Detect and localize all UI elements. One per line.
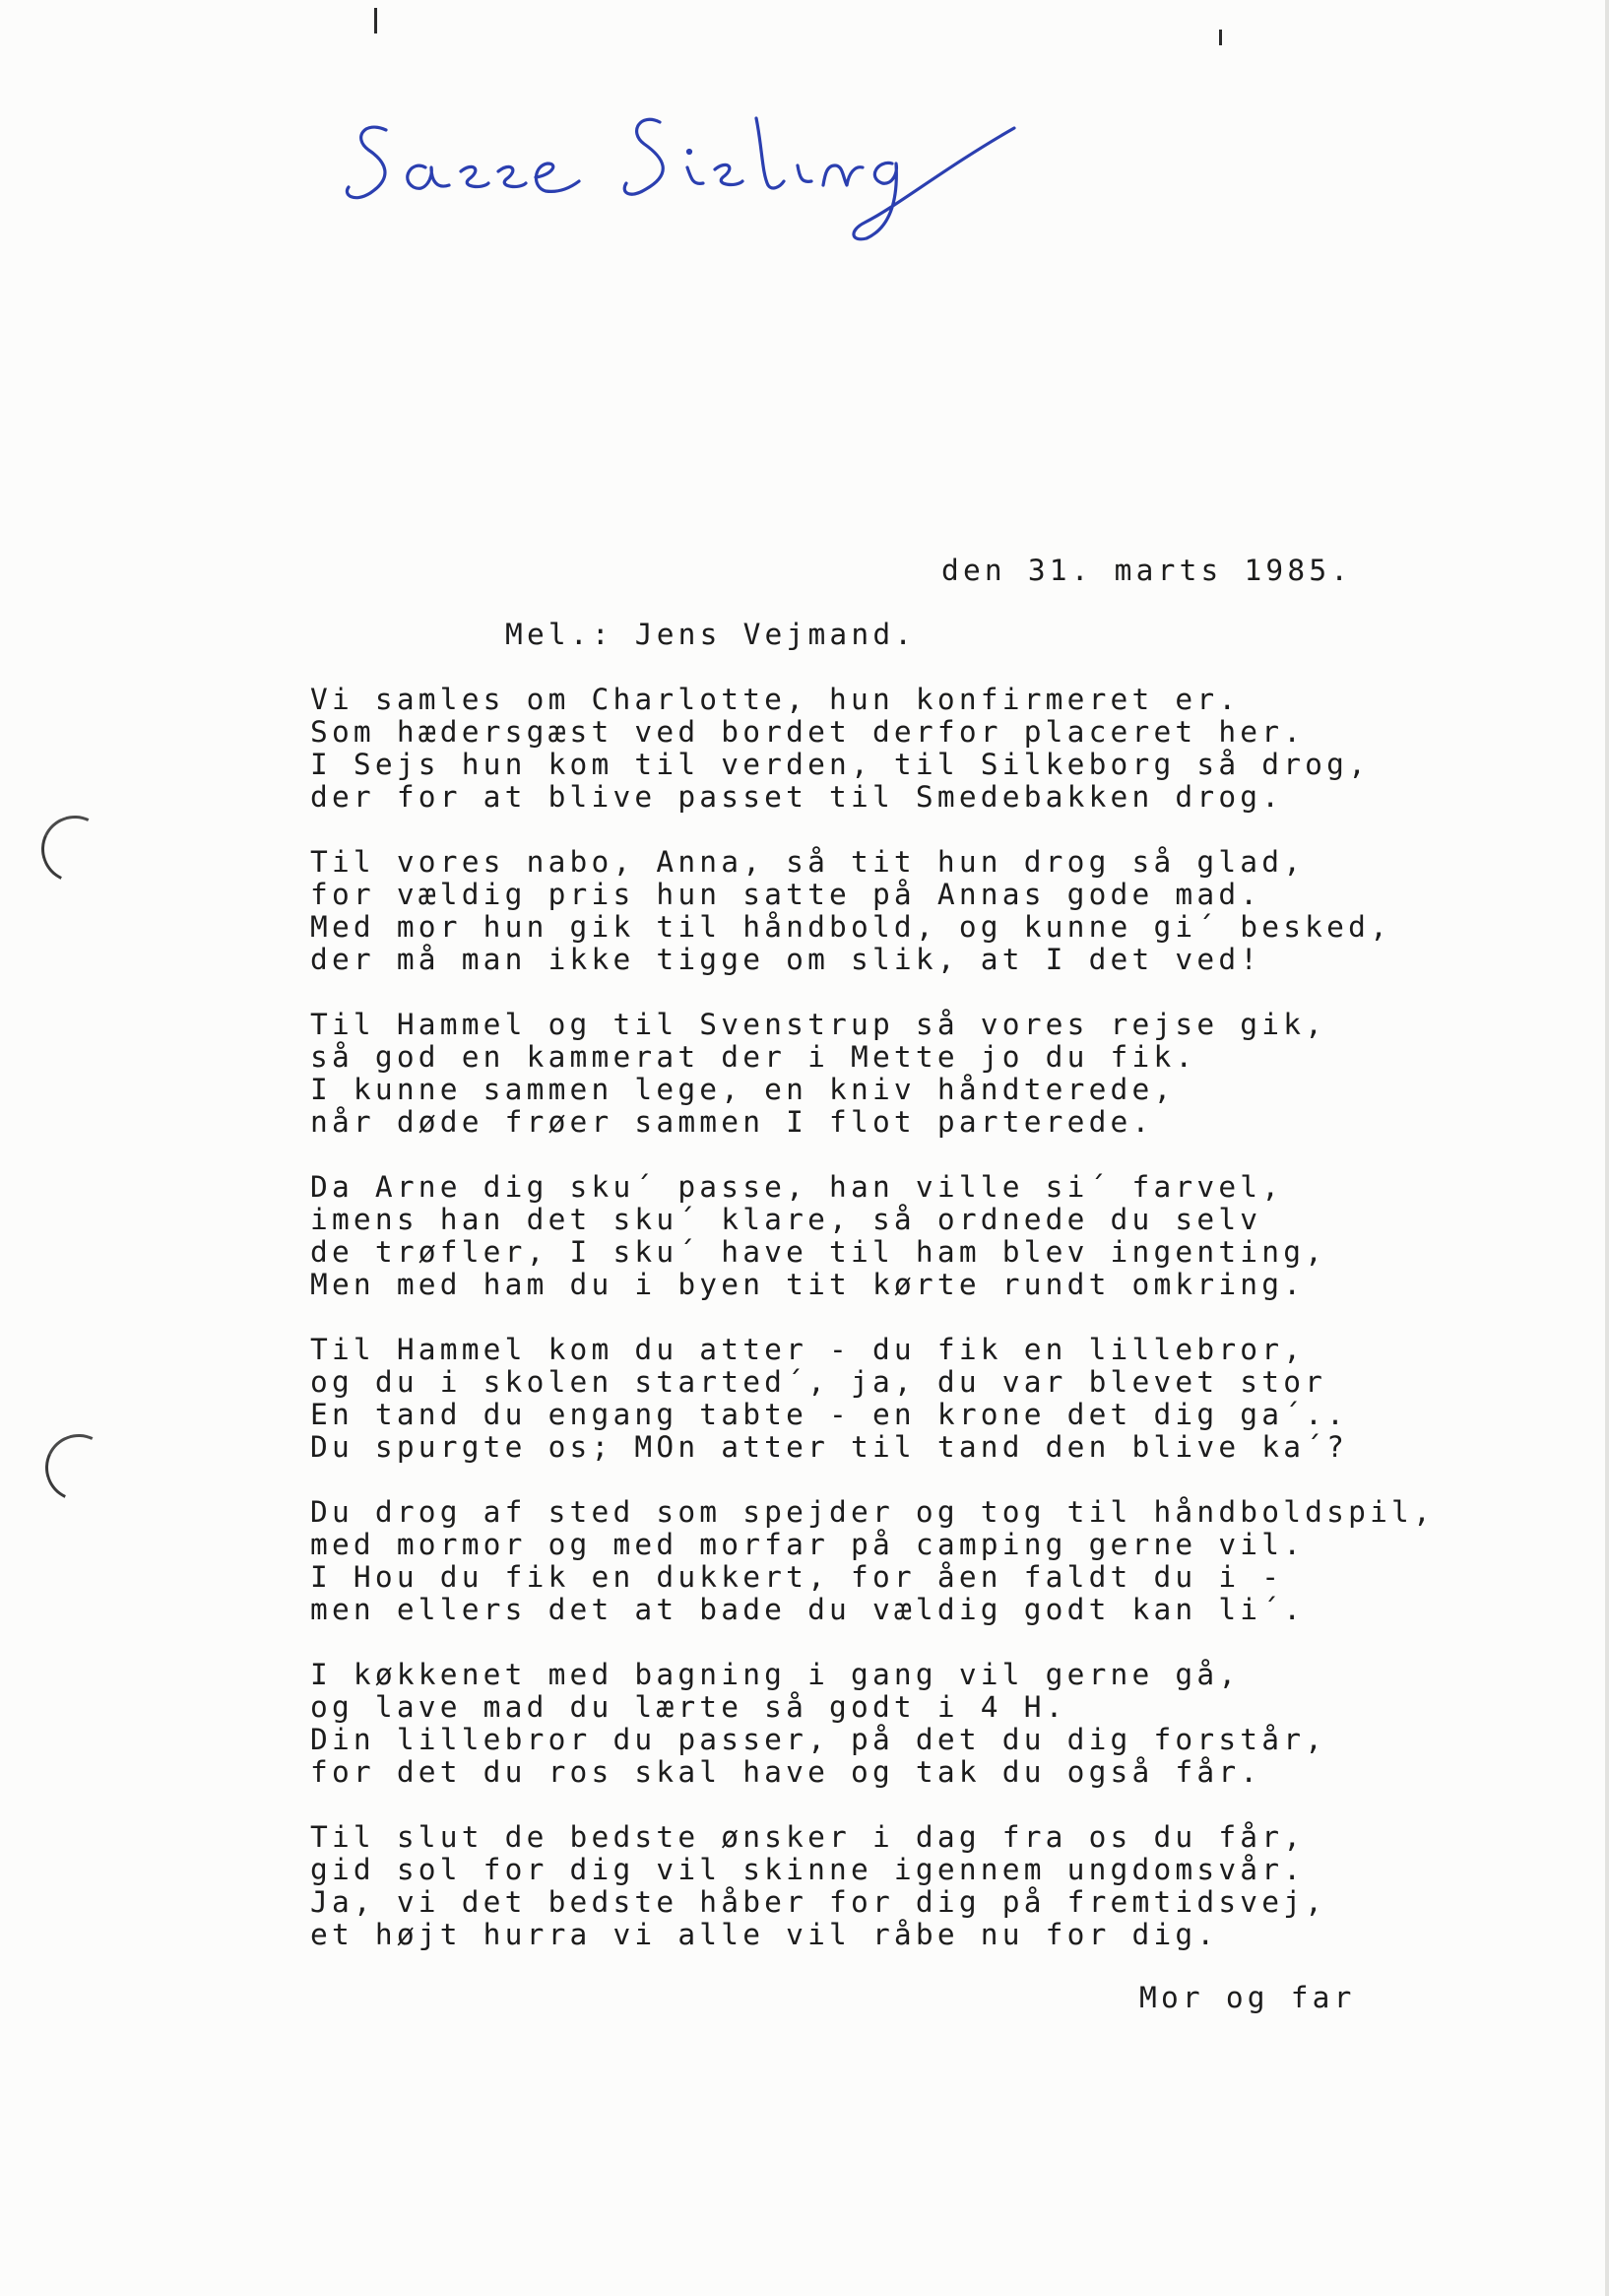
poem-line: Din lillebror du passer, på det du dig forstår, [310, 1723, 1327, 1756]
poem-line: Som hædersgæst ved bordet derfor placeret her. [310, 715, 1306, 749]
stanza [310, 1659, 1472, 1789]
stanza [310, 684, 1472, 814]
poem-line: for det du ros skal have og tak du også får. [310, 1755, 1262, 1789]
poem-line: når døde frøer sammen I flot parterede. [310, 1105, 1154, 1139]
poem-line: Vi samles om Charlotte, hun konfirmeret er. [310, 683, 1241, 716]
poem-line: men ellers det at bade du vældig godt kan li´. [310, 1593, 1306, 1626]
poem-line: Da Arne dig sku´ passe, han ville si´ farvel, [310, 1170, 1284, 1204]
closing-signature: Mor og far [1139, 1981, 1356, 2014]
punch-hole-mark [35, 1424, 121, 1510]
poem-line: imens han det sku´ klare, så ordnede du selv [310, 1203, 1262, 1236]
punch-hole-mark [32, 806, 117, 891]
stanza [310, 1334, 1472, 1464]
ink-mark [374, 8, 377, 33]
poem-line: for vældig pris hun satte på Annas gode mad. [310, 878, 1262, 911]
poem-line: Til Hammel kom du atter - du fik en lillebror, [310, 1333, 1306, 1366]
poem-line: og du i skolen started´, ja, du var blevet stor [310, 1365, 1327, 1399]
poem-line: I Hou du fik en dukkert, for åen faldt du i - [310, 1560, 1284, 1594]
poem-line: Du spurgte os; MOn atter til tand den blive ka´? [310, 1430, 1349, 1464]
poem-line: I køkkenet med bagning i gang vil gerne gå, [310, 1658, 1241, 1691]
poem-line: En tand du engang tabte - en krone det dig ga´.. [310, 1398, 1349, 1431]
handwritten-name-signature [335, 108, 1251, 246]
poem-line: Men med ham du i byen tit kørte rundt omkring. [310, 1268, 1306, 1301]
poem-line: I kunne sammen lege, en kniv håndterede, [310, 1073, 1176, 1106]
poem-line: der for at blive passet til Smedebakken drog. [310, 780, 1284, 814]
poem-line: Med mor hun gik til håndbold, og kunne gi´ besked, [310, 910, 1392, 944]
poem-line: der må man ikke tigge om slik, at I det ved! [310, 943, 1262, 976]
poem-line: et højt hurra vi alle vil råbe nu for dig. [310, 1918, 1219, 1951]
poem-line: Til Hammel og til Svenstrup så vores rejse gik, [310, 1008, 1327, 1041]
stanza [310, 1821, 1472, 1951]
poem-line: så god en kammerat der i Mette jo du fik. [310, 1040, 1197, 1074]
poem-line: Til vores nabo, Anna, så tit hun drog så glad, [310, 845, 1306, 879]
poem [310, 684, 1472, 1984]
poem-line: Du drog af sted som spejder og tog til håndboldspil, [310, 1495, 1435, 1529]
poem-line: Til slut de bedste ønsker i dag fra os du får, [310, 1820, 1306, 1854]
poem-line: de trøfler, I sku´ have til ham blev ingenting, [310, 1235, 1327, 1269]
stanza [310, 1171, 1472, 1301]
ink-mark [1219, 30, 1222, 45]
poem-line: med mormor og med morfar på camping gerne vil. [310, 1528, 1306, 1561]
stanza [310, 846, 1472, 976]
poem-line: Ja, vi det bedste håber for dig på fremtidsvej, [310, 1885, 1327, 1919]
poem-line: gid sol for dig vil skinne igennem ungdomsvår. [310, 1853, 1306, 1886]
melody-line: Mel.: Jens Vejmand. [505, 618, 917, 651]
poem-line: og lave mad du lærte så godt i 4 H. [310, 1690, 1067, 1724]
stanza [310, 1009, 1472, 1139]
page-edge-shadow [1605, 0, 1609, 2296]
stanza [310, 1496, 1472, 1626]
letter-date: den 31. marts 1985. [941, 554, 1353, 587]
poem-line: I Sejs hun kom til verden, til Silkeborg så drog, [310, 748, 1371, 781]
